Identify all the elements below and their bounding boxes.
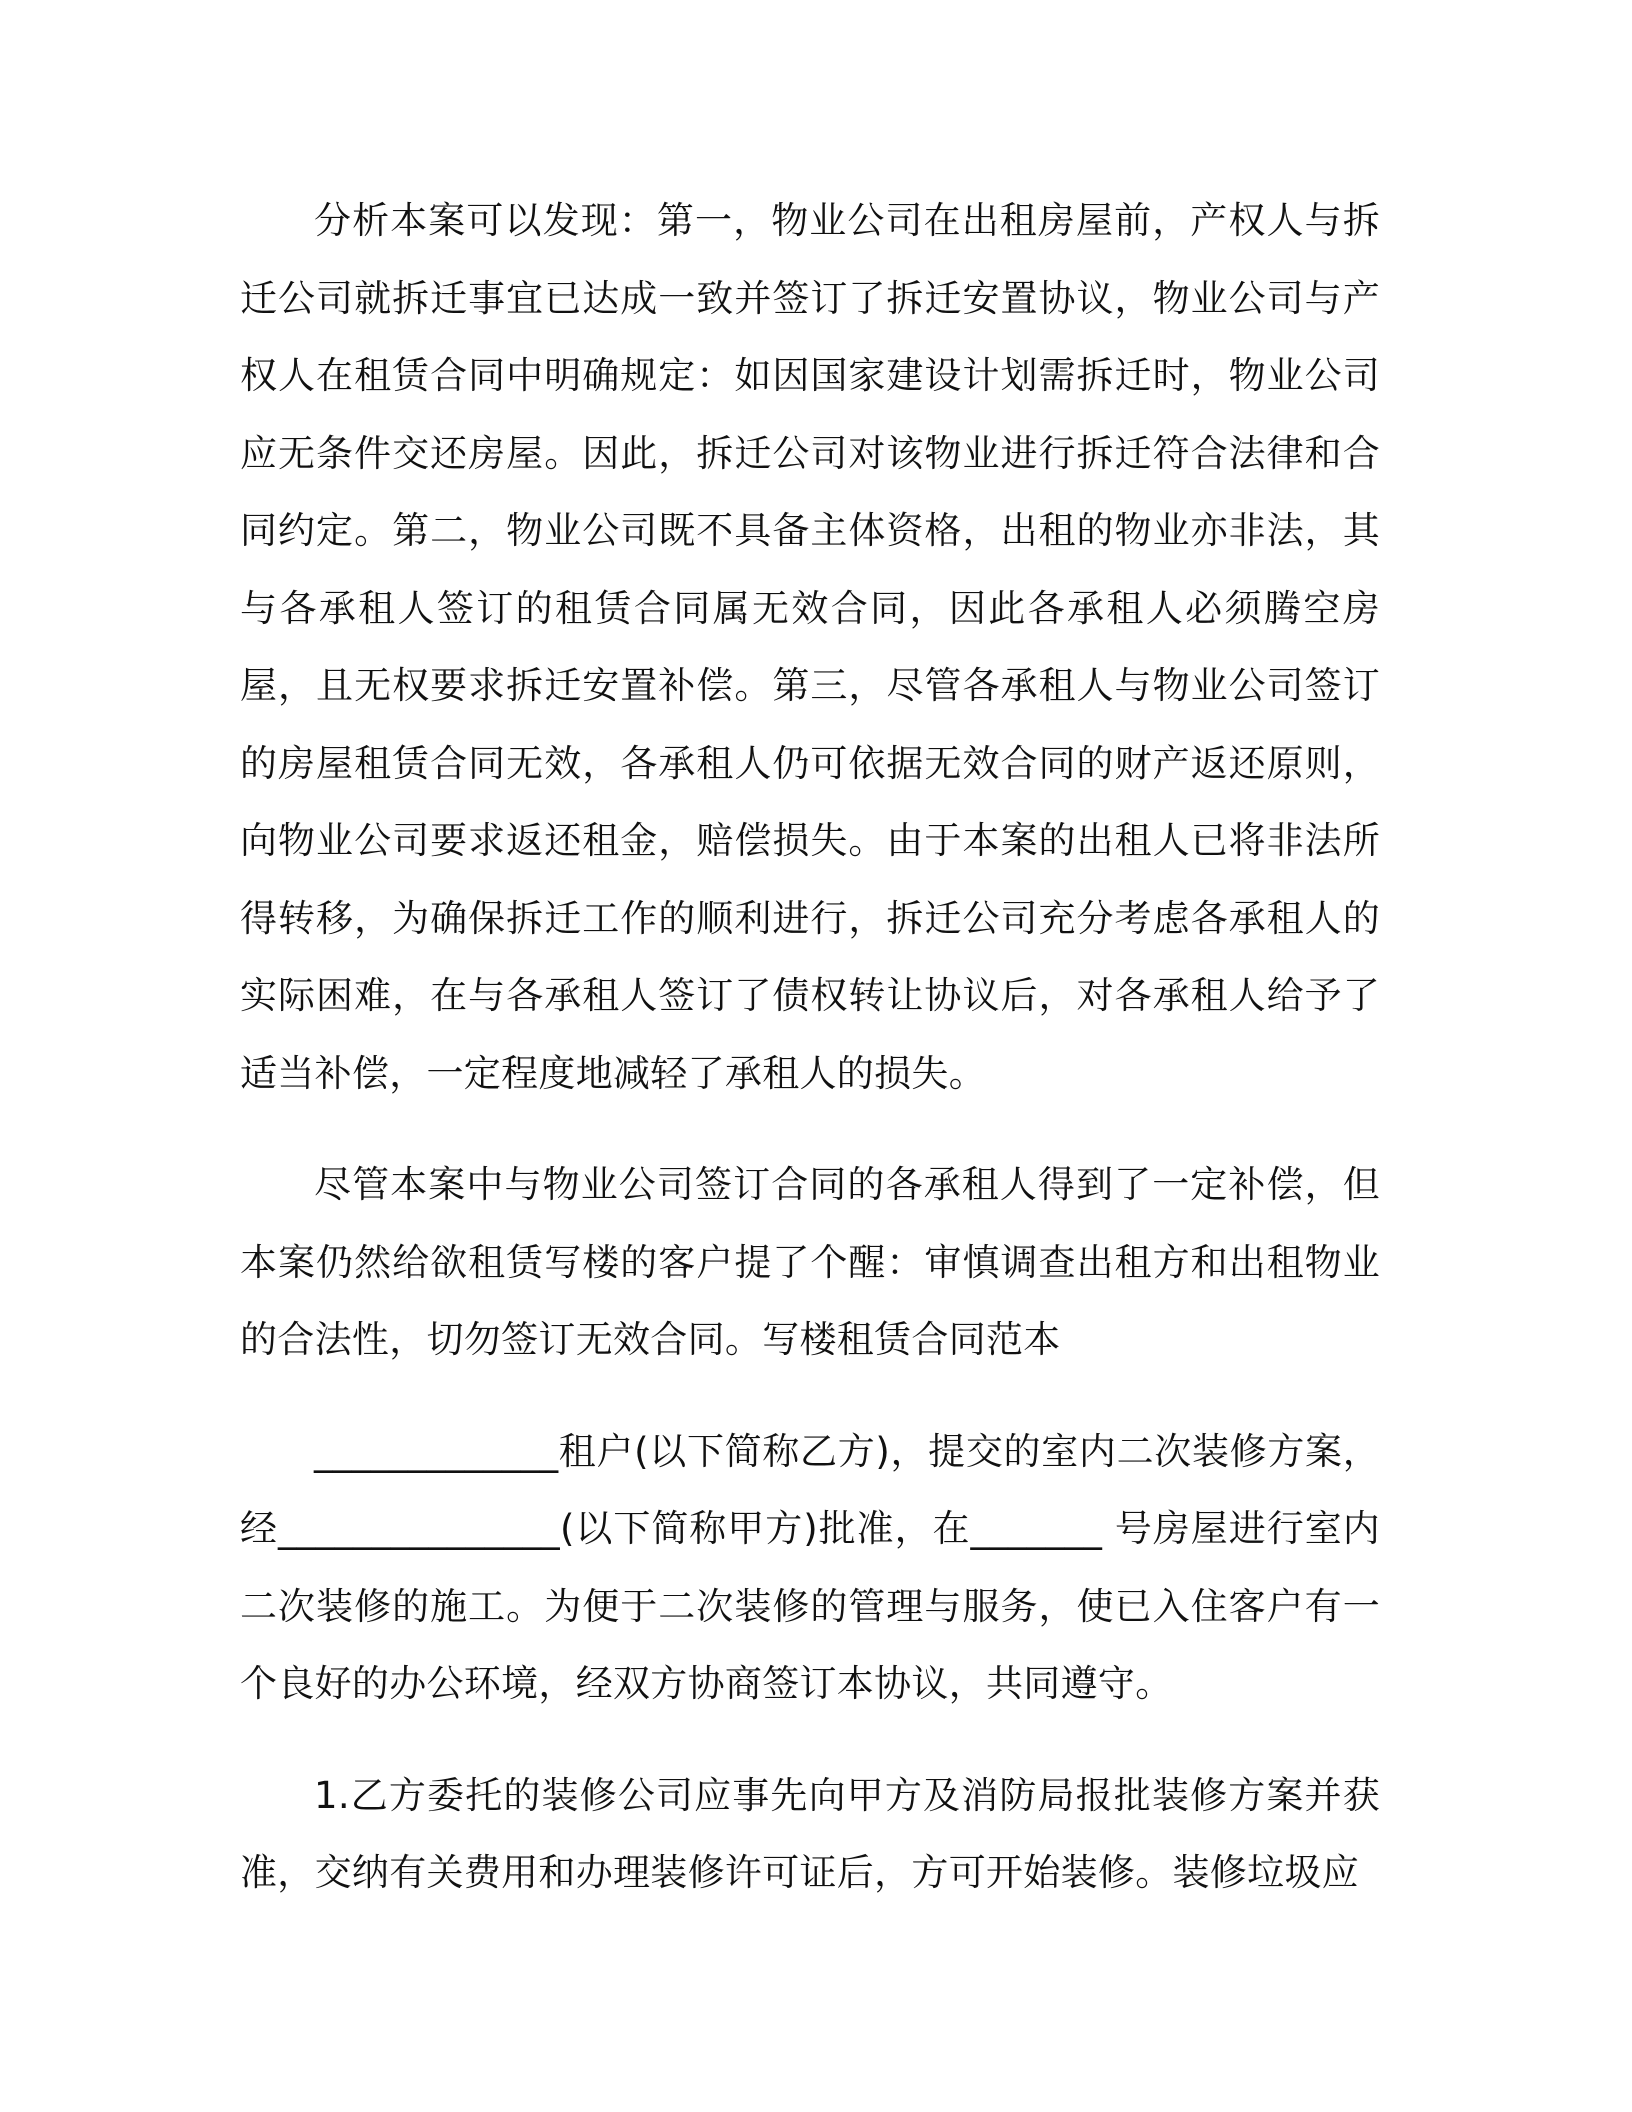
paragraph-case-analysis: 分析本案可以发现：第一，物业公司在出租房屋前，产权人与拆迁公司就拆迁事宜已达成一致并签订了拆迁安置协议，物业公司与产权人在租赁合同中明确规定：如因国家建设计划需拆迁时，物业公司应无条件交还房屋。因此，拆迁公司对该物业进行拆迁符合法律和合同约定。第二，物业公司既不具备主体资格，出租的物业亦非法，其与各承租人签订的租赁合同属无效合同，因此各承租人必须腾空房屋，且无权要求拆迁安置补偿。第三，尽管各承租人与物业公司签订的房屋租赁合同无效，各承租人仍可依据无效合同的财产返还原则，向物业公司要求返还租金，赔偿损失。由于本案的出租人已将非法所得转移，为确保拆迁工作的顺利进行，拆迁公司充分考虑各承租人的实际困难，在与各承租人签订了债权转让协议后，对各承租人给予了适当补偿，一定程度地减轻了承租人的损失。 — [240, 199, 1380, 1095]
paragraph-clause-1: 1.乙方委托的装修公司应事先向甲方及消防局报批装修方案并获准，交纳有关费用和办理装修许可证后，方可开始装修。装修垃圾应 — [240, 1773, 1380, 1894]
paragraph-reminder: 尽管本案中与物业公司签订合同的各承租人得到了一定补偿，但本案仍然给欲租赁写楼的客户提了个醒：审慎调查出租方和出租物业的合法性，切勿签订无效合同。写楼租赁合同范本 — [240, 1163, 1380, 1361]
paragraph-agreement-intro: _____________租户(以下简称乙方)，提交的室内二次装修方案，经_______________(以下简称甲方)批准，在_______ 号房屋进行室内二次装修的施工。为便于二次装修的管理与服务，使已入住客户有一个良好的办公环境，经双方协商签订本协议，共同遵守。 — [240, 1429, 1380, 1705]
document-page — [240, 182, 1380, 1912]
